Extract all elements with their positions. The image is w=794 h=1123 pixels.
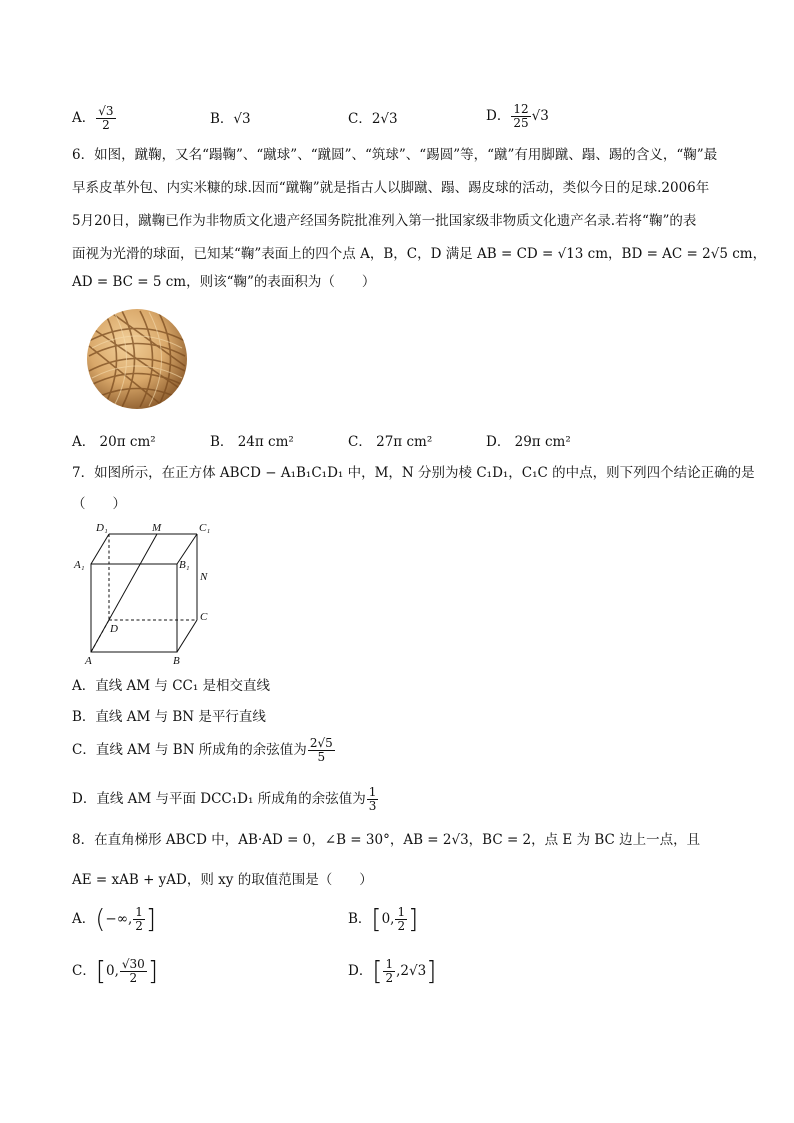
q8-option-b: B．[0, $\frac{1}{2}$ ] bbox=[348, 904, 419, 935]
label-a: A bbox=[85, 655, 92, 667]
label-a1: A₁ bbox=[74, 559, 85, 571]
q6-option-d: D． 29π cm² bbox=[486, 434, 571, 450]
q7-option-b: B．直线 AM 与 BN 是平行直线 bbox=[72, 709, 266, 725]
q6-line-4: 面视为光滑的球面，已知某“鞠”表面上的四个点 A，B，C，D 满足 AB = CD = √13 cm，BD = AC = 2√5 cm， bbox=[72, 246, 767, 262]
edge-a1-d1 bbox=[91, 534, 109, 564]
q6-option-a: A． 20π cm² bbox=[72, 434, 156, 450]
q7-option-a: A．直线 AM 与 CC₁ 是相交直线 bbox=[72, 678, 271, 694]
q6-line-2: 早系皮革外包、内实米糠的球.因而“蹴鞠”就是指古人以脚蹴、蹋、踢皮球的活动，类似今日的足球.2006年 bbox=[72, 180, 710, 196]
q8-option-a: A．(−∞, $\frac{1}{2}$ ] bbox=[72, 904, 157, 935]
cube-figure bbox=[72, 516, 222, 668]
q6-line-1: 6．如图，蹴鞠，又名“蹋鞠”、“蹴球”、“蹴圆”、“筑球”、“踢圆”等，“蹴”有用脚蹴、蹋、踢的含义，“鞠”最 bbox=[72, 147, 718, 163]
label-n: N bbox=[200, 571, 208, 583]
q7-option-d: D．直线 AM 与平面 DCC₁D₁ 所成角的余弦值为 $\frac{1}{3}$ bbox=[72, 785, 377, 813]
edge-b-c bbox=[177, 620, 197, 652]
line-am bbox=[91, 534, 157, 652]
label-b1: B₁ bbox=[179, 559, 190, 571]
q6-line-5: AD = BC = 5 cm，则该“鞠”的表面积为（ ） bbox=[72, 274, 376, 290]
label-m: M bbox=[152, 522, 162, 534]
label-c1: C₁ bbox=[199, 522, 211, 534]
q5-option-b: B．√3 bbox=[210, 111, 251, 127]
label-b: B bbox=[173, 655, 180, 667]
q5-option-c: C．2√3 bbox=[348, 111, 398, 127]
q7-line-1: 7．如图所示，在正方体 ABCD − A₁B₁C₁D₁ 中，M，N 分别为棱 C₁D₁，C₁C 的中点，则下列四个结论正确的是 bbox=[72, 465, 755, 481]
q8-option-d: D．[ $\frac{1}{2}$ ,2√3] bbox=[348, 956, 437, 987]
q6-line-3: 5月20日，蹴鞠已作为非物质文化遗产经国务院批准列入第一批国家级非物质文化遗产名录.若将“鞠”的表 bbox=[72, 213, 697, 229]
cube-front-face bbox=[91, 564, 177, 652]
label-c: C bbox=[200, 611, 208, 623]
q8-line-1: 8．在直角梯形 ABCD 中，AB·AD = 0，∠B = 30°，AB = 2√3，BC = 2，点 E 为 BC 边上一点，且 bbox=[72, 832, 701, 848]
label-d1: D₁ bbox=[96, 522, 108, 534]
q6-option-b: B． 24π cm² bbox=[210, 434, 294, 450]
label-d: D bbox=[110, 623, 118, 635]
q7-line-2: （ ） bbox=[72, 496, 126, 512]
q5-option-a: A． $\frac{√3}{2}$ bbox=[72, 104, 114, 132]
q8-line-2: AE = xAB + yAD，则 xy 的取值范围是（ ） bbox=[72, 872, 373, 888]
q7-option-c: C．直线 AM 与 BN 所成角的余弦值为 $\frac{2√5}{5}$ bbox=[72, 736, 333, 764]
q5-option-d: D． $\frac{12}{25}$ √3 bbox=[486, 102, 549, 130]
q6-option-c: C． 27π cm² bbox=[348, 434, 433, 450]
ball-image bbox=[84, 306, 190, 412]
q8-option-c: C．[0, $\frac{√30}{2}$ ] bbox=[72, 956, 158, 987]
